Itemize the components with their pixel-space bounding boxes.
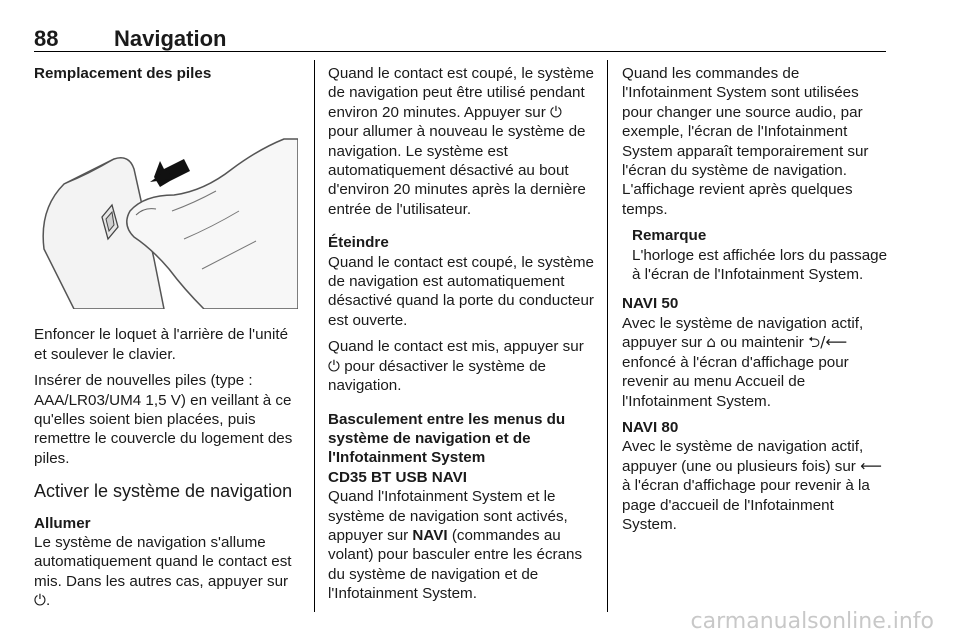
- column-divider-2: [607, 60, 608, 612]
- watermark: carmanualsonline.info: [690, 609, 934, 634]
- back-icon: ⮌/⟵: [808, 333, 848, 352]
- navi50-heading: NAVI 50: [622, 295, 679, 313]
- navi80-text-b: à l'écran d'affichage pour revenir à la page d'accueil de l'Infotainment System.: [622, 477, 870, 533]
- back-arrow-icon: ⟵: [860, 456, 882, 475]
- column-1: [34, 64, 302, 618]
- remarque-note: [622, 226, 888, 284]
- battery-replacement-heading: Remplacement des piles: [34, 65, 212, 82]
- navi50-text-a: Avec le système de navigation actif, appuyer sur: [622, 314, 864, 352]
- navi80-text-a: Avec le système de navigation actif, appuyer (une ou plusieurs fois) sur: [622, 438, 864, 475]
- infotainment-controls-paragraph: Quand les commandes de l'Infotainment System sont utilisées pour changer une source audio, par exemple, l'écran de l'Infotainment System apparaît temporairement sur l'écran du système de navigation. L'affichage revient après quelques temps.: [622, 65, 869, 218]
- activate-navigation-heading: Activer le système de navigation: [34, 481, 293, 502]
- navi50-text-c: enfoncé à l'écran d'affichage pour revenir au menu Accueil de l'Infotainment System.: [622, 353, 849, 410]
- allumer-heading: Allumer: [34, 514, 91, 532]
- allumer-text: Le système de navigation s'allume automatiquement quand le contact est mis. Dans les autres cas, appuyer sur: [34, 534, 292, 590]
- home-icon: ⌂: [706, 333, 717, 352]
- eteindre-heading: Éteindre: [328, 234, 389, 252]
- contact-on-text-b: pour désactiver le système de navigation.: [328, 357, 546, 395]
- navi-button-label: NAVI: [412, 526, 448, 544]
- section-title: Navigation: [114, 26, 227, 51]
- power-icon: ⏻: [328, 356, 341, 375]
- column-divider-1: [314, 60, 315, 612]
- contact-off-paragraph: [328, 64, 594, 219]
- cd35-text-b: (commandes au volant) pour basculer entre les écrans du système de navigation et de l'Infotainment System.: [328, 526, 583, 603]
- battery-replacement-illustration: [34, 99, 298, 309]
- navi50-paragraph: [622, 314, 888, 411]
- page-number: 88: [34, 26, 59, 51]
- remarque-heading: Remarque: [632, 227, 707, 245]
- contact-on-paragraph: [328, 337, 594, 395]
- allumer-end: .: [46, 592, 51, 610]
- contact-on-text-a: Quand le contact est mis, appuyer sur: [328, 338, 584, 356]
- allumer-paragraph: [34, 533, 302, 611]
- contact-off-text-b: pour allumer à nouveau le système de navigation. Le système est automatiquement désactivé au bout d'environ 20 minutes après la dernière entrée de l'utilisateur.: [328, 123, 586, 218]
- header-rule: [34, 51, 886, 52]
- eteindre-paragraph: Quand le contact est coupé, le système de navigation est automatiquement désactivé quand la porte du conducteur est ouverte.: [328, 253, 594, 329]
- navi80-paragraph: [622, 437, 888, 534]
- column-2: [328, 64, 594, 611]
- navi80-heading: NAVI 80: [622, 418, 679, 436]
- battery-caption: Enfoncer le loquet à l'arrière de l'unité et soulever le clavier.: [34, 326, 289, 363]
- navi50-text-b: ou maintenir: [716, 334, 809, 352]
- power-icon: ⏻: [550, 102, 563, 121]
- power-icon: ⏻: [34, 591, 47, 610]
- contact-off-text-a: Quand le contact est coupé, le système de navigation peut être utilisé pendant environ 20 minutes. Appuyer sur: [328, 65, 594, 121]
- cd35-heading: CD35 BT USB NAVI: [328, 468, 467, 486]
- cd35-text-a: Quand l'Infotainment System et le système de navigation sont activés, appuyer sur: [328, 488, 568, 544]
- switch-menus-heading: Basculement entre les menus du système de navigation et de l'Infotainment System: [328, 410, 566, 467]
- cd35-paragraph: [328, 487, 594, 603]
- remarque-text: L'horloge est affichée lors du passage à l'écran de l'Infotainment System.: [632, 246, 888, 284]
- battery-instructions: Insérer de nouvelles piles (type : AAA/LR03/UM4 1,5 V) en veillant à ce qu'elles soient bien placées, puis remettre le couvercle du logement des piles.: [34, 372, 293, 467]
- column-3: [622, 64, 888, 541]
- page-header: [34, 24, 886, 52]
